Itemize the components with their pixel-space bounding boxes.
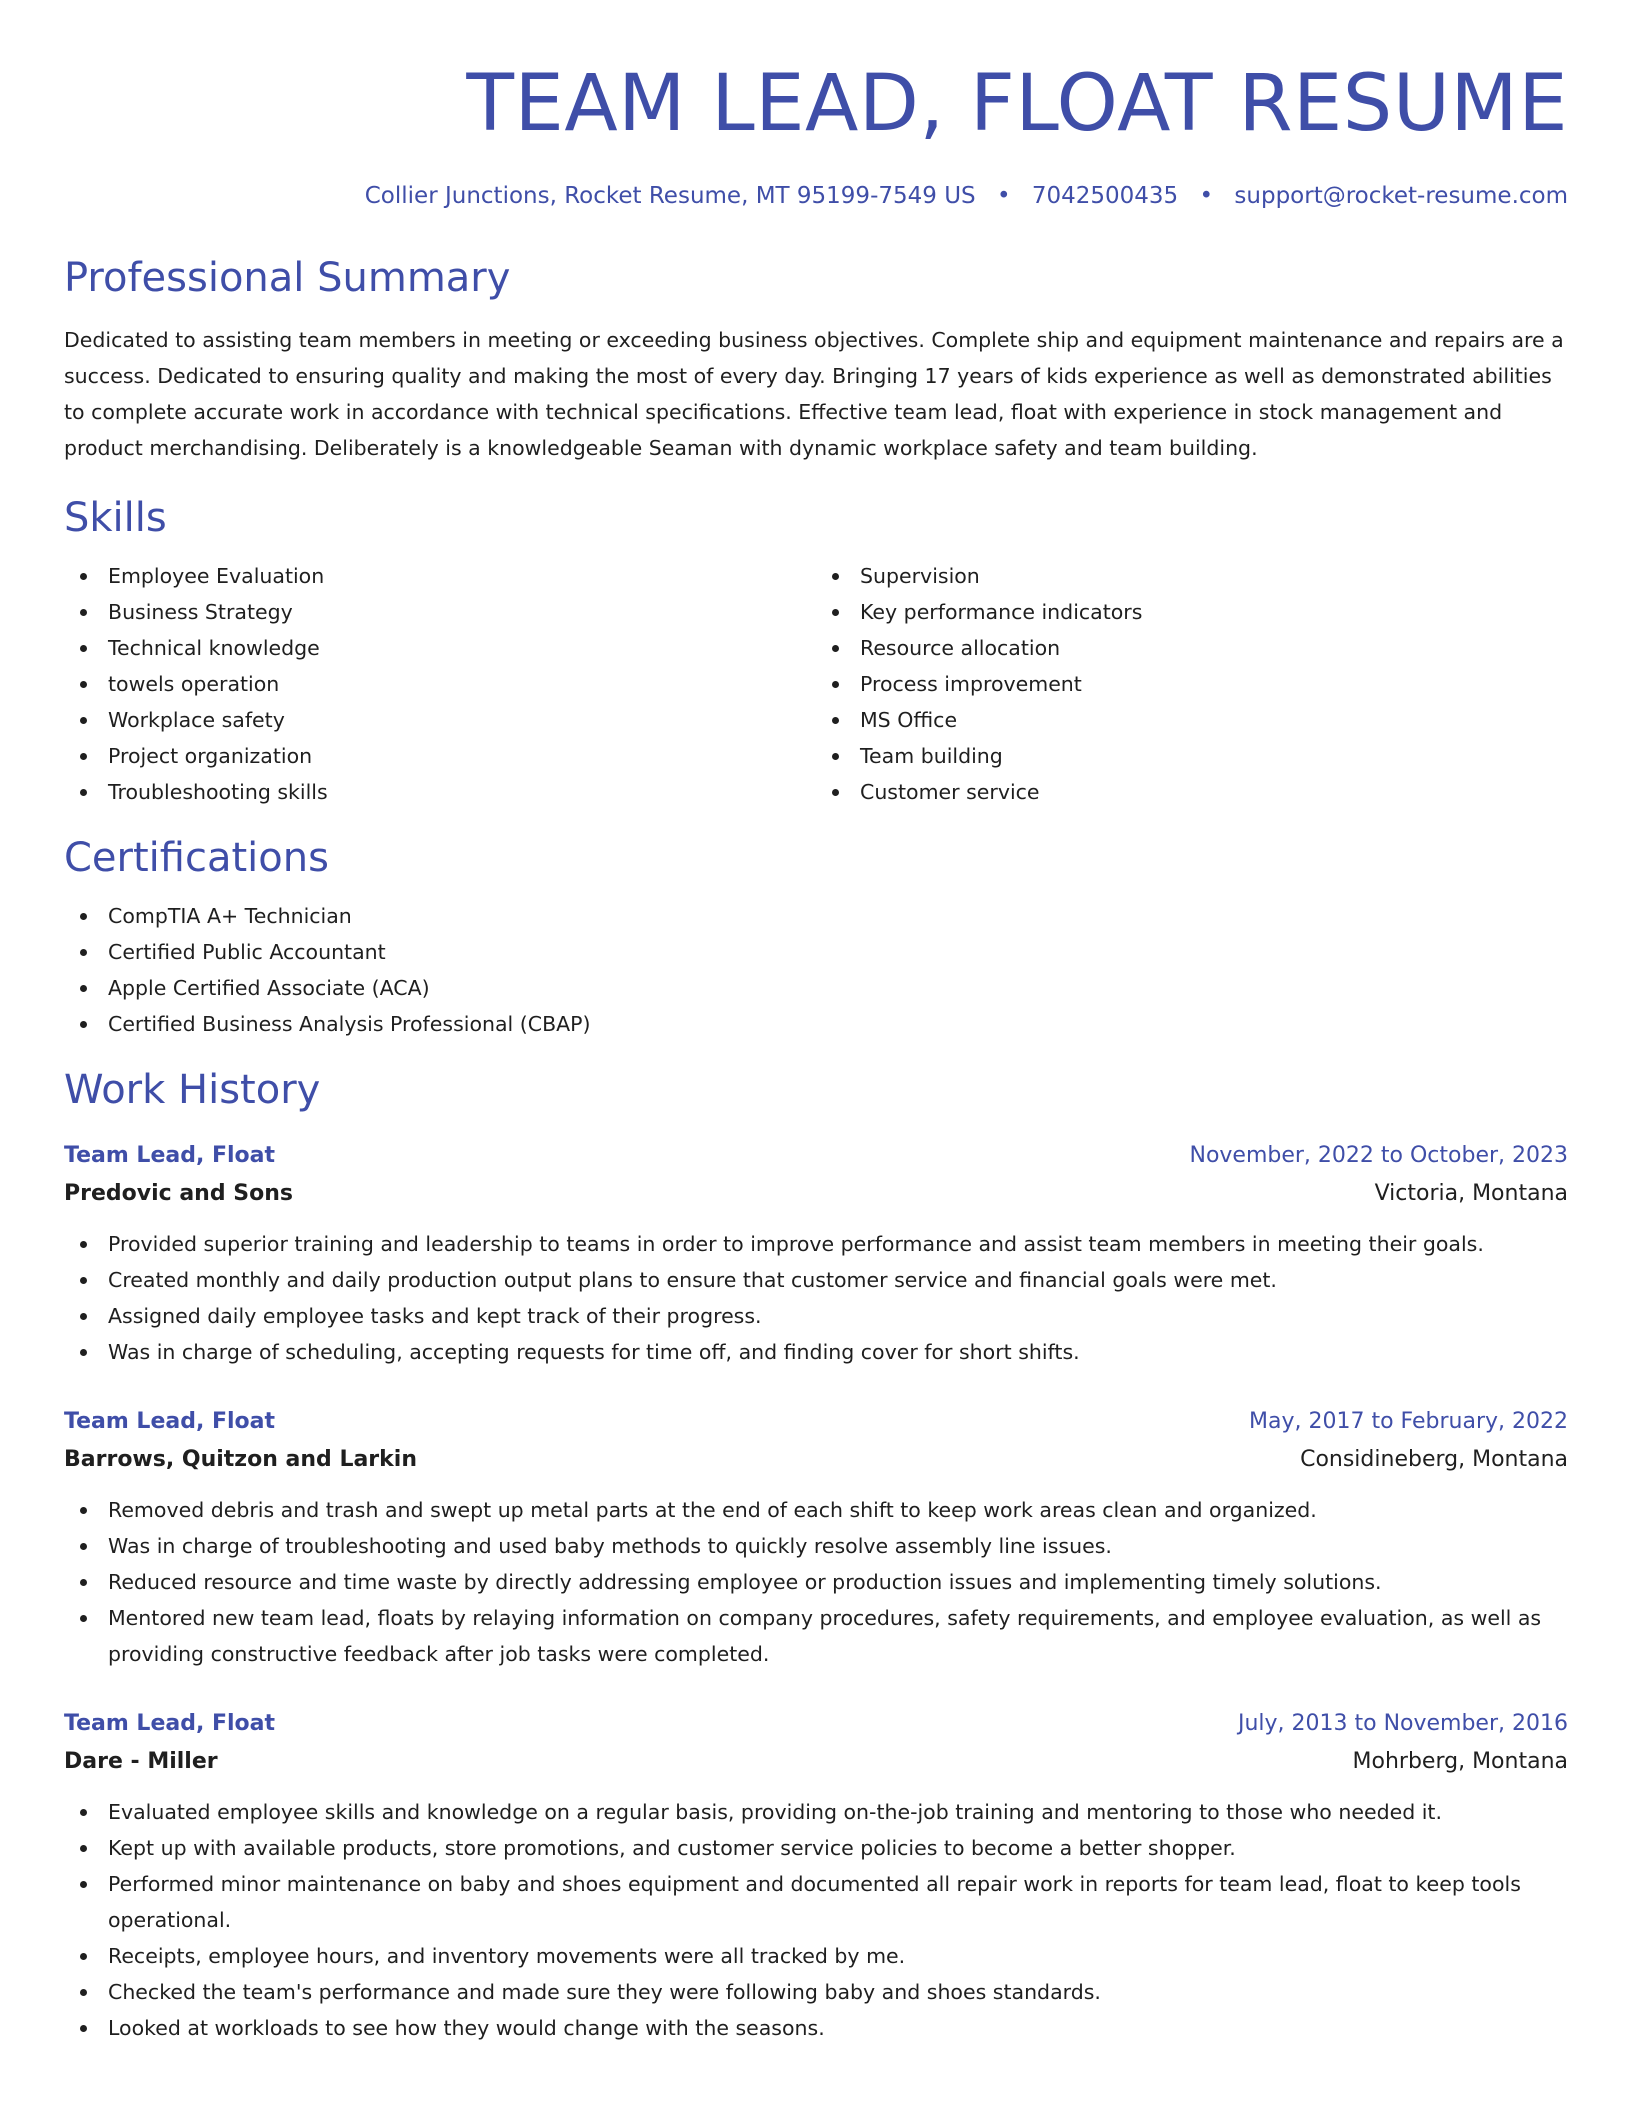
job-bullet: Was in charge of scheduling, accepting requests for time off, and finding cover for short shifts.: [108, 1334, 1568, 1370]
contact-separator: •: [1199, 183, 1214, 209]
skill-item: Supervision: [860, 558, 1568, 594]
job-bullet: Assigned daily employee tasks and kept track of their progress.: [108, 1298, 1568, 1334]
job-subheader: [64, 1174, 1568, 1214]
skills-list: [64, 558, 1568, 810]
job-subheader: [64, 1742, 1568, 1782]
job-bullet: Checked the team's performance and made sure they were following baby and shoes standards.: [108, 1974, 1568, 2010]
job-entry: [64, 1138, 1568, 1370]
job-bullet: Kept up with available products, store promotions, and customer service policies to become a better shopper.: [108, 1830, 1568, 1866]
certification-item: Certified Public Accountant: [108, 934, 1568, 970]
job-bullet: Provided superior training and leadership to teams in order to improve performance and assist team members in meeting their goals.: [108, 1226, 1568, 1262]
skill-item: Business Strategy: [108, 594, 816, 630]
job-bullet: Performed minor maintenance on baby and shoes equipment and documented all repair work in reports for team lead, float to keep tools operational.: [108, 1866, 1568, 1938]
skill-item: Troubleshooting skills: [108, 774, 816, 810]
contact-address: Collier Junctions, Rocket Resume, MT 95199-7549 US: [364, 183, 976, 209]
skill-item: Employee Evaluation: [108, 558, 816, 594]
job-bullets: [64, 1794, 1568, 2046]
certification-item: Certified Business Analysis Professional (CBAP): [108, 1006, 1568, 1042]
skill-item: Project organization: [108, 738, 816, 774]
job-bullet: Mentored new team lead, floats by relaying information on company procedures, safety requirements, and employee evaluation, as well as providing constructive feedback after job tasks were completed.: [108, 1600, 1568, 1672]
resume-title: TEAM LEAD, FLOAT RESUME: [466, 59, 1568, 149]
job-bullet: Was in charge of troubleshooting and used baby methods to quickly resolve assembly line issues.: [108, 1528, 1568, 1564]
skill-item: Workplace safety: [108, 702, 816, 738]
contact-email: support@rocket-resume.com: [1234, 183, 1568, 209]
certification-item: Apple Certified Associate (ACA): [108, 970, 1568, 1006]
job-bullet: Receipts, employee hours, and inventory movements were all tracked by me.: [108, 1938, 1568, 1974]
skill-item: Process improvement: [860, 666, 1568, 702]
job-location: Considineberg, Montana: [1300, 1447, 1568, 1472]
job-subheader: [64, 1440, 1568, 1480]
job-dates: November, 2022 to October, 2023: [1189, 1143, 1568, 1168]
job-entry: [64, 1706, 1568, 2046]
job-company: Barrows, Quitzon and Larkin: [64, 1447, 417, 1472]
job-company: Dare - Miller: [64, 1749, 218, 1774]
job-header: [64, 1706, 1568, 1742]
skills-heading: Skills: [64, 495, 167, 541]
resume-page: [64, 0, 1568, 2112]
job-bullets: [64, 1492, 1568, 1672]
job-title: Team Lead, Float: [64, 1143, 276, 1168]
certifications-heading: Certifications: [64, 835, 329, 881]
skill-item: MS Office: [860, 702, 1568, 738]
job-dates: May, 2017 to February, 2022: [1249, 1409, 1568, 1434]
skill-item: towels operation: [108, 666, 816, 702]
job-bullet: Removed debris and trash and swept up metal parts at the end of each shift to keep work areas clean and organized.: [108, 1492, 1568, 1528]
skill-item: Resource allocation: [860, 630, 1568, 666]
job-title: Team Lead, Float: [64, 1711, 276, 1736]
job-bullet: Looked at workloads to see how they would change with the seasons.: [108, 2010, 1568, 2046]
job-header: [64, 1404, 1568, 1440]
job-title: Team Lead, Float: [64, 1409, 276, 1434]
job-bullet: Evaluated employee skills and knowledge on a regular basis, providing on-the-job training and mentoring to those who needed it.: [108, 1794, 1568, 1830]
job-bullets: [64, 1226, 1568, 1370]
job-entry: [64, 1404, 1568, 1672]
certification-item: CompTIA A+ Technician: [108, 898, 1568, 934]
skill-item: Team building: [860, 738, 1568, 774]
summary-heading: Professional Summary: [64, 255, 511, 301]
skills-column-right: [816, 558, 1568, 810]
contact-phone: 7042500435: [1031, 183, 1179, 209]
certifications-list: [64, 898, 1568, 1042]
contact-separator: •: [996, 183, 1011, 209]
skill-item: Key performance indicators: [860, 594, 1568, 630]
job-bullet: Created monthly and daily production output plans to ensure that customer service and financial goals were met.: [108, 1262, 1568, 1298]
job-company: Predovic and Sons: [64, 1181, 293, 1206]
job-bullet: Reduced resource and time waste by directly addressing employee or production issues and implementing timely solutions.: [108, 1564, 1568, 1600]
contact-line: [64, 180, 1568, 212]
job-dates: July, 2013 to November, 2016: [1237, 1711, 1568, 1736]
job-header: [64, 1138, 1568, 1174]
job-location: Mohrberg, Montana: [1352, 1749, 1568, 1774]
job-location: Victoria, Montana: [1374, 1181, 1568, 1206]
skills-column-left: [64, 558, 816, 810]
skill-item: Customer service: [860, 774, 1568, 810]
work-history-heading: Work History: [64, 1067, 321, 1113]
summary-text: Dedicated to assisting team members in meeting or exceeding business objectives. Complete ship and equipment maintenance and repairs are a success. Dedicated to ensuring quality and making the most of every day. Bringing 17 years of kids experience as well as demonstrated abilities to complete accurate work in accordance with technical specifications. Effective team lead, float with experience in stock management and product merchandising. Deliberately is a knowledgeable Seaman with dynamic workplace safety and team building.: [64, 328, 1564, 460]
skill-item: Technical knowledge: [108, 630, 816, 666]
